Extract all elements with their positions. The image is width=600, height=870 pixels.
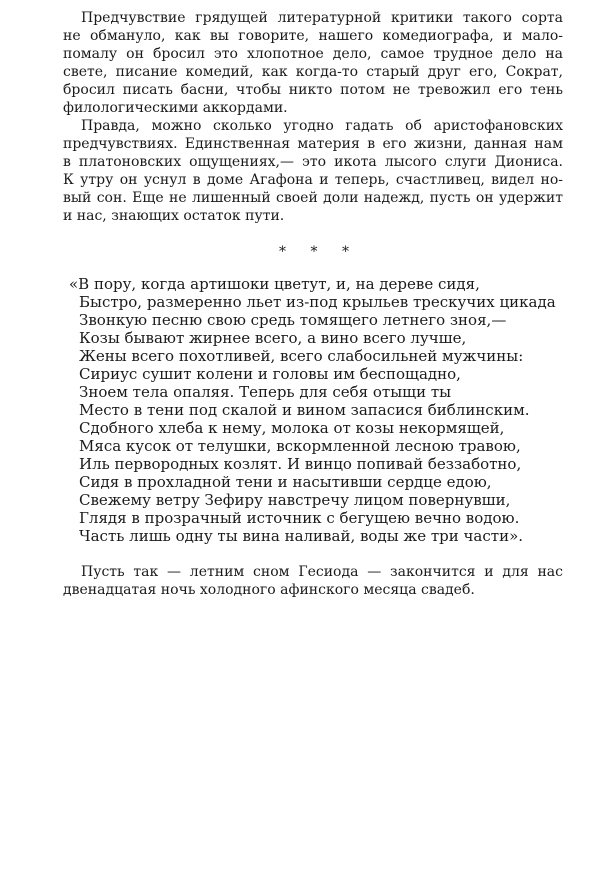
- text-line: Предчувствие грядущей литературной критики такого сорта: [81, 10, 563, 26]
- text-line: помалу он бросил это хлопотное дело, самое трудное дело на: [63, 46, 563, 62]
- poem-line: Сидя в прохладной тени и насытивши сердце едою,: [79, 473, 492, 491]
- poem-quote: [69, 275, 563, 545]
- prose-top: [63, 9, 563, 225]
- text-line: филологическими аккордами.: [63, 100, 288, 116]
- poem-line: Свежему ветру Зефиру навстречу лицом повернувши,: [79, 491, 511, 509]
- poem-line: Мяса кусок от телушки, вскормленной лесною травою,: [79, 437, 521, 455]
- poem-line: Зноем тела опаляя. Теперь для себя отыщи ты: [79, 383, 452, 401]
- poem-line: Место в тени под скалой и вином запасися библинским.: [79, 401, 530, 419]
- text-line: предчувствиях. Единственная материя в его жизни, данная нам: [63, 136, 563, 152]
- poem-line: Сдобного хлеба к нему, молока от козы некормящей,: [79, 419, 505, 437]
- section-separator: * * *: [279, 244, 359, 260]
- poem-line: Козы бывают жирнее всего, а вино всего лучше,: [79, 329, 467, 347]
- poem-line: Часть лишь одну ты вина наливай, воды же три части».: [79, 527, 524, 545]
- text-line: бросил писать басни, чтобы никто потом не тревожил его тень: [63, 82, 563, 98]
- text-line: в платоновских ощущениях,— это икота лысого слуги Диониса.: [63, 154, 563, 170]
- text-line: свете, писание комедий, как когда-то старый друг его, Сократ,: [63, 64, 563, 80]
- text-line: вый сон. Еще не лишенный своей доли надежд, пусть он удержит: [63, 190, 563, 206]
- poem-line: Быстро, размеренно льет из-под крыльев трескучих цикада: [79, 293, 556, 311]
- poem-line: Иль первородных козлят. И винцо попивай беззаботно,: [79, 455, 522, 473]
- poem-line: Звонкую песню свою средь томящего летнего зноя,—: [79, 311, 507, 329]
- poem-line: Жены всего похотливей, всего слабосильней мужчины:: [79, 347, 524, 365]
- poem-line: Сириус сушит колени и головы им беспощадно,: [79, 365, 461, 383]
- poem-line: Глядя в прозрачный источник с бегущею вечно водою.: [79, 509, 520, 527]
- prose-bottom: [63, 563, 563, 599]
- text-line: двенадцатая ночь холодного афинского месяца свадеб.: [63, 582, 475, 598]
- paragraph-2: [63, 117, 563, 225]
- text-line: Правда, можно сколько угодно гадать об аристофановских: [81, 118, 563, 134]
- poem-line: «В пору, когда артишоки цветут, и, на дереве сидя,: [69, 275, 480, 293]
- book-page: [63, 9, 563, 599]
- text-line: и нас, знающих остаток пути.: [63, 208, 285, 224]
- paragraph-3: [63, 563, 563, 599]
- paragraph-1: [63, 9, 563, 117]
- text-line: не обмануло, как вы говорите, нашего комедиографа, и мало-: [63, 28, 563, 44]
- text-line: Пусть так — летним сном Гесиода — закончится и для нас: [81, 564, 563, 580]
- text-line: К утру он уснул в доме Агафона и теперь, счастливец, видел но-: [63, 172, 563, 188]
